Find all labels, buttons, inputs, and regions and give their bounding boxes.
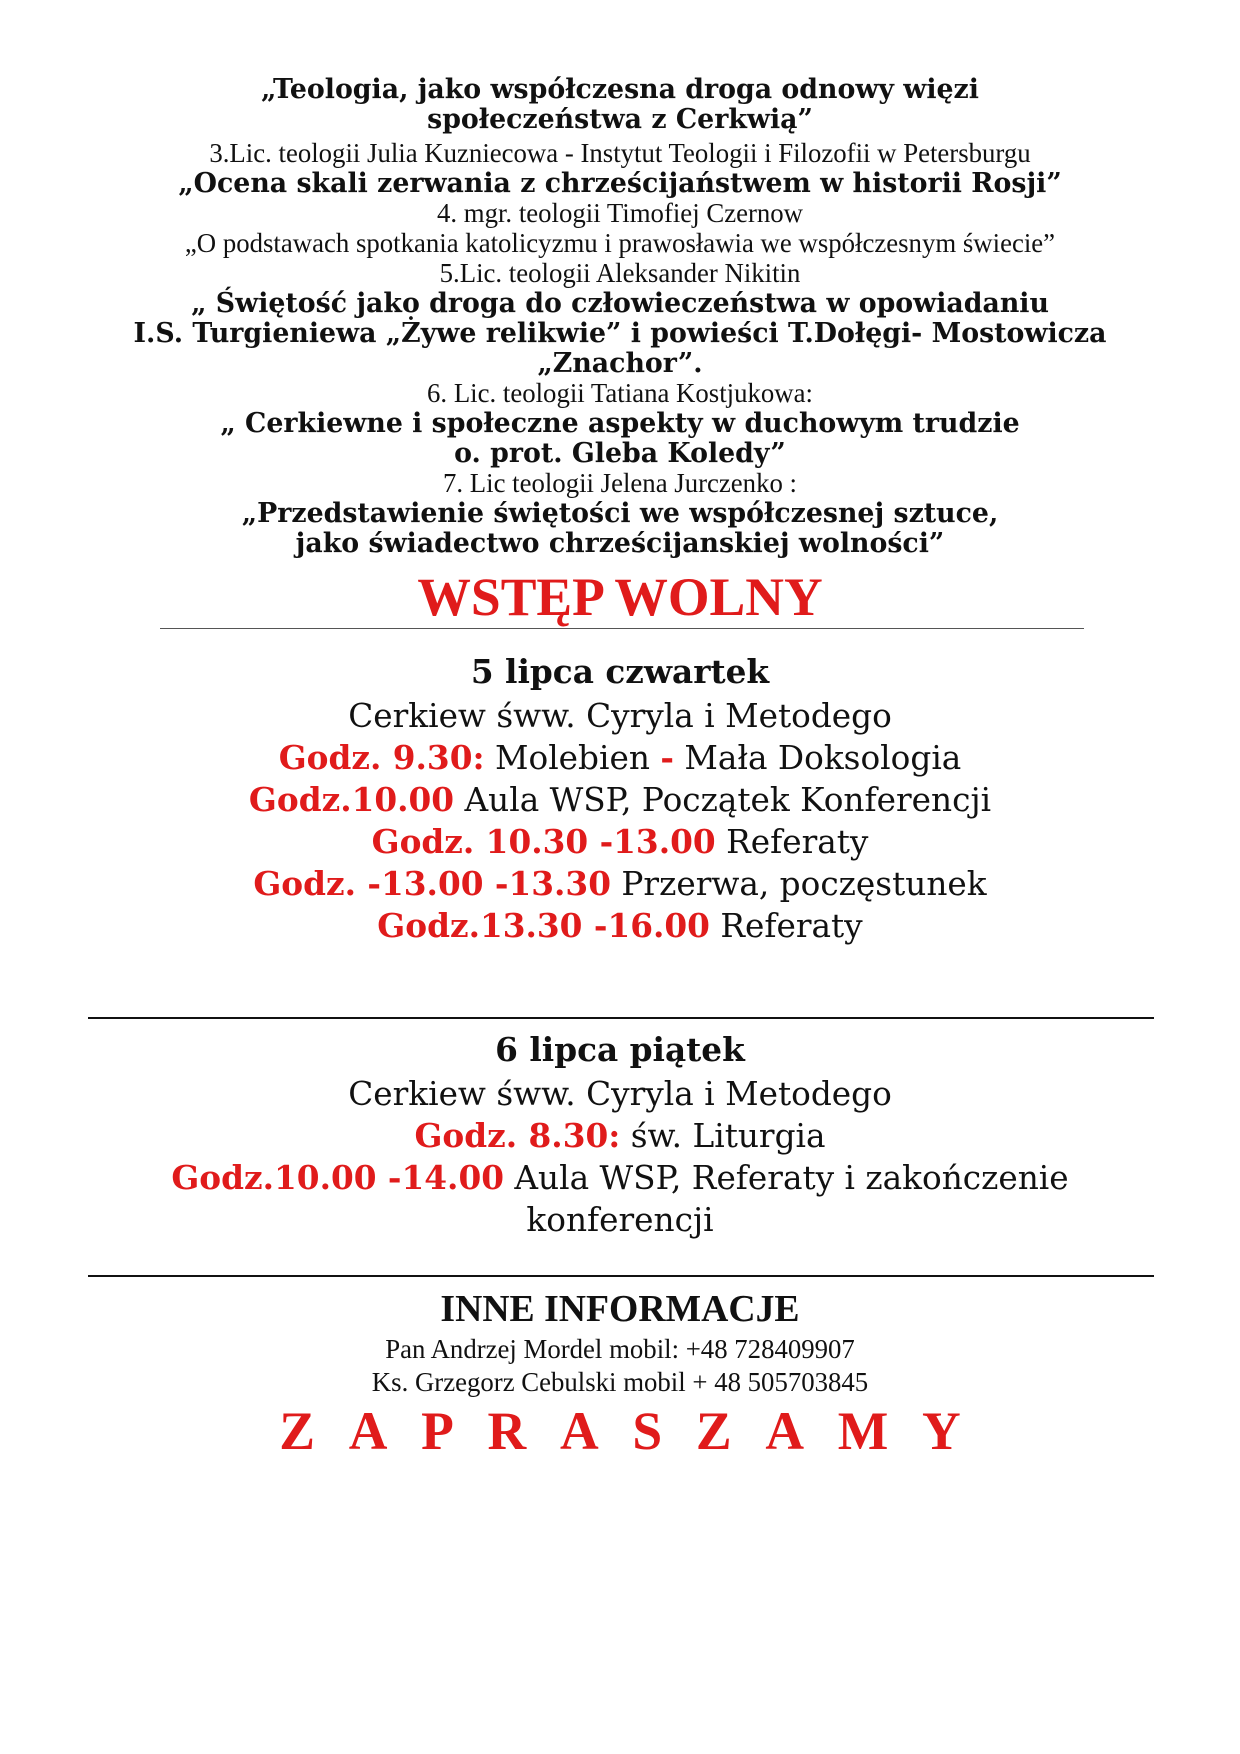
talk-5-title-line-3: „Znachor”. — [537, 348, 703, 379]
schedule-desc: Mała Doksologia — [673, 738, 962, 777]
free-entry-notice: WSTĘP WOLNY — [417, 567, 823, 627]
schedule-separator: - — [660, 738, 674, 777]
divider — [160, 628, 1084, 629]
day2-venue: Cerkiew śww. Cyryla i Metodego — [348, 1074, 892, 1113]
divider — [88, 1275, 1154, 1277]
schedule-desc: Przerwa, poczęstunek — [610, 864, 987, 903]
invitation: ZAPRASZAMY — [279, 1401, 995, 1461]
schedule-desc: Aula WSP, Referaty i zakończenie — [504, 1158, 1069, 1197]
talk-3-title: „Ocena skali zerwania z chrześcijaństwem w historii Rosji” — [178, 168, 1062, 199]
schedule-time: Godz. 9.30: — [278, 738, 485, 777]
intro-title-line-2: społeczeństwa z Cerkwią” — [427, 104, 813, 135]
day2-item-2 — [5, 1158, 1235, 1197]
talk-7-title-line-1: „Przedstawienie świętości we współczesnej sztuce, — [241, 498, 999, 529]
talk-4-title: „O podstawach spotkania katolicyzmu i prawosławia we współczesnym świecie” — [184, 228, 1056, 258]
schedule-time: Godz. 8.30: — [414, 1116, 621, 1155]
schedule-time: Godz. 10.30 -13.00 — [371, 822, 716, 861]
day1-item-1 — [5, 738, 1235, 777]
talk-7-speaker: 7. Lic teologii Jelena Jurczenko : — [442, 468, 797, 498]
talk-5-speaker: 5.Lic. teologii Aleksander Nikitin — [439, 258, 801, 288]
day1-venue: Cerkiew śww. Cyryla i Metodego — [348, 696, 892, 735]
talk-7-title-line-2: jako świadectwo chrześcijanskiej wolności” — [295, 528, 945, 559]
talk-5-title-line-1: „ Świętość jako droga do człowieczeństwa w opowiadaniu — [191, 288, 1049, 319]
contact-line-2: Ks. Grzegorz Cebulski mobil + 48 505703845 — [371, 1367, 869, 1397]
talk-3-speaker: 3.Lic. teologii Julia Kuzniecowa - Instytut Teologii i Filozofii w Petersburgu — [209, 138, 1031, 168]
schedule-desc: św. Liturgia — [620, 1116, 826, 1155]
talk-5-title-line-2: I.S. Turgieniewa „Żywe relikwie” i powieści T.Dołęgi- Mostowicza — [133, 318, 1107, 349]
day1-item-2 — [5, 780, 1235, 819]
day1-heading: 5 lipca czwartek — [470, 652, 770, 691]
intro-title-line-1: „Teologia, jako współczesna droga odnowy więzi — [261, 74, 979, 105]
schedule-desc: Molebien — [484, 738, 661, 777]
schedule-desc: Referaty — [715, 822, 869, 861]
talk-6-title-line-1: „ Cerkiewne i społeczne aspekty w duchowym trudzie — [220, 408, 1020, 439]
day1-item-3 — [5, 822, 1235, 861]
schedule-time: Godz. -13.00 -13.30 — [253, 864, 611, 903]
contact-line-1: Pan Andrzej Mordel mobil: +48 728409907 — [385, 1334, 855, 1364]
day2-item-2-continuation: konferencji — [526, 1200, 714, 1239]
day2-heading: 6 lipca piątek — [495, 1030, 745, 1069]
day2-item-1 — [5, 1116, 1235, 1155]
info-heading: INNE INFORMACJE — [440, 1288, 800, 1330]
day1-item-5 — [5, 906, 1235, 945]
day1-item-4 — [5, 864, 1235, 903]
schedule-desc: Aula WSP, Początek Konferencji — [454, 780, 992, 819]
schedule-time: Godz.10.00 — [248, 780, 455, 819]
schedule-desc: Referaty — [709, 906, 863, 945]
divider — [88, 1017, 1154, 1019]
talk-6-title-line-2: o. prot. Gleba Koledy” — [454, 438, 786, 469]
talk-6-speaker: 6. Lic. teologii Tatiana Kostjukowa: — [427, 378, 813, 408]
schedule-time: Godz.10.00 -14.00 — [171, 1158, 505, 1197]
schedule-time: Godz.13.30 -16.00 — [377, 906, 710, 945]
talk-4-speaker: 4. mgr. teologii Timofiej Czernow — [436, 198, 804, 228]
